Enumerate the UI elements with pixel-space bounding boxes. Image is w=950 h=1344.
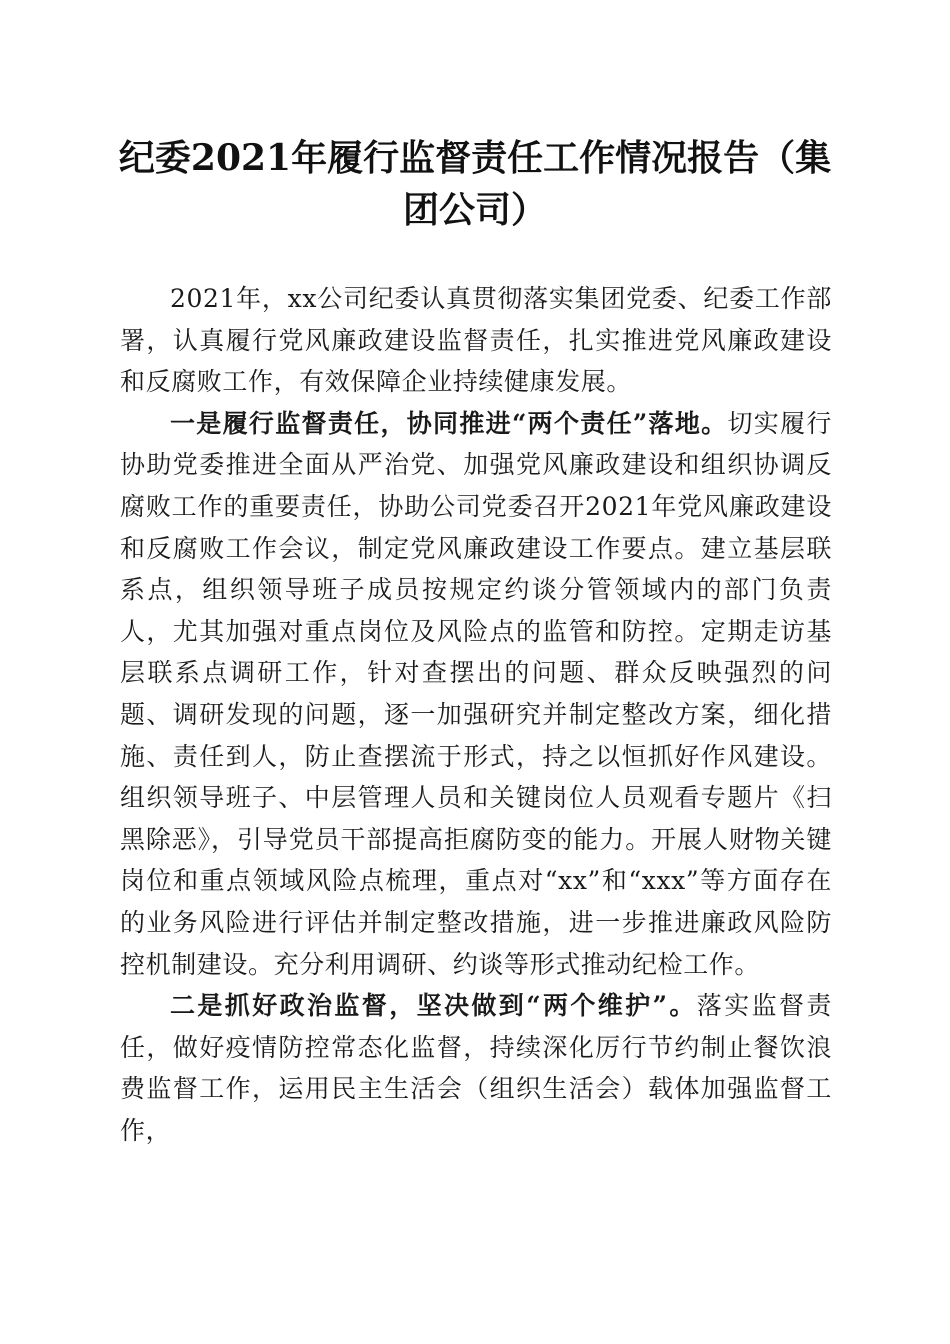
paragraph-text: 切实履行协助党委推进全面从严治党、加强党风廉政建设和组织协调反腐败工作的重要责任，协助公司党委召开2021年党风廉政建设和反腐败工作会议，制定党风廉政建设工作要点。建立基层联系点，组织领导班子成员按规定约谈分管领域内的部门负责人，尤其加强对重点岗位及风险点的监管和防控。定期走访基层联系点调研工作，针对查摆出的问题、群众反映强烈的问题、调研发现的问题，逐一加强研究并制定整改方案，细化措施、责任到人，防止查摆流于形式，持之以恒抓好作风建设。组织领导班子、中层管理人员和关键岗位人员观看专题片《扫黑除恶》，引导党员干部提高拒腐防变的能力。开展人财物关键岗位和重点领域风险点梳理，重点对“xx”和“xxx”等方面存在的业务风险进行评估并制定整改措施，进一步推进廉政风险防控机制建设。充分利用调研、约谈等形式推动纪检工作。 <box>120 408 832 979</box>
paragraph-lead: 一是履行监督责任，协同推进“两个责任”落地。 <box>170 408 728 438</box>
document-body <box>120 278 832 1151</box>
paragraph-intro <box>120 278 832 403</box>
paragraph-lead: 二是抓好政治监督，坚决做到“两个维护”。 <box>170 991 697 1021</box>
paragraph-text: 2021年，xx公司纪委认真贯彻落实集团党委、纪委工作部署，认真履行党风廉政建设监督责任，扎实推进党风廉政建设和反腐败工作，有效保障企业持续健康发展。 <box>120 284 832 397</box>
document-title: 纪委2021年履行监督责任工作情况报告（集团公司） <box>118 137 832 231</box>
paragraph-point-one <box>120 403 832 985</box>
paragraph-point-two <box>120 985 832 1151</box>
paragraph-text: 落实监督责任，做好疫情防控常态化监督，持续深化厉行节约制止餐饮浪费监督工作，运用民主生活会（组织生活会）载体加强监督工作， <box>120 991 832 1145</box>
